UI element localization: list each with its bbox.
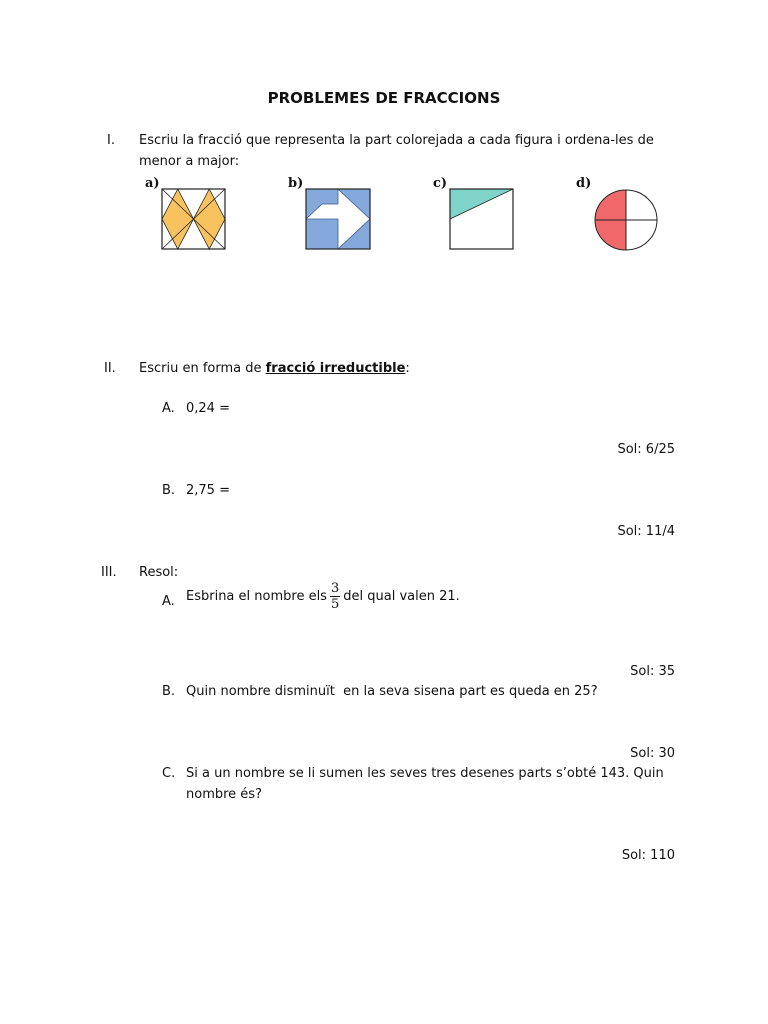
figure-a-shaded-diamond <box>194 189 226 249</box>
section-3-item-a-letter: A. <box>162 594 175 609</box>
figure-c-label: c) <box>433 176 448 191</box>
section-3-item-c-letter: C. <box>162 766 176 781</box>
section-3-item-b-solution: Sol: 30 <box>630 746 675 761</box>
figure-b-diagram <box>306 189 370 249</box>
section-2-item-a-letter: A. <box>162 401 175 416</box>
section-2-item-a-solution: Sol: 6/25 <box>617 442 675 457</box>
fraction-numerator: 3 <box>330 581 340 596</box>
section-3-heading: Resol: <box>139 565 179 580</box>
section-3-item-c-solution: Sol: 110 <box>621 848 675 863</box>
section-3-item-a-text-after: del qual valen 21. <box>343 589 460 604</box>
figure-a-diagram <box>162 189 225 249</box>
figure-a-shaded-diamond <box>162 189 194 249</box>
fraction-denominator: 5 <box>330 597 340 612</box>
section-2-heading <box>139 361 410 376</box>
section-3-item-b-letter: B. <box>162 684 176 699</box>
figure-d-diagram <box>594 189 658 251</box>
section-1-numeral: I. <box>107 133 115 148</box>
section-2-item-a-text: 0,24 = <box>186 401 230 416</box>
section-3-numeral: III. <box>101 565 117 580</box>
section-1-text-line2: menor a major: <box>139 154 240 169</box>
page-title: PROBLEMES DE FRACCIONS <box>267 89 501 107</box>
figure-b-label: b) <box>288 176 304 191</box>
section-2-emphasis: fracció irreductible <box>265 361 406 376</box>
section-3-item-c-text-line1: Si a un nombre se li sumen les seves tres desenes parts s’obté 143. Quin <box>186 766 664 781</box>
section-1-text-line1: Escriu la fracció que representa la part colorejada a cada figura i ordena-les de <box>139 133 654 148</box>
section-2-numeral: II. <box>104 361 116 376</box>
section-3-item-a-text-before: Esbrina el nombre els <box>186 589 327 604</box>
section-3-item-b-text: Quin nombre disminuït en la seva sisena part es queda en 25? <box>186 684 598 699</box>
section-2-item-b-text: 2,75 = <box>186 483 230 498</box>
section-3-item-a-text <box>186 581 460 612</box>
section-3-item-a-solution: Sol: 35 <box>630 664 675 679</box>
section-2-text-before: Escriu en forma de <box>139 361 266 376</box>
section-3-item-c-text-line2: nombre és? <box>186 787 262 802</box>
section-2-item-b-solution: Sol: 11/4 <box>617 524 675 539</box>
section-2-text-after: : <box>405 361 410 376</box>
fraction <box>330 581 340 612</box>
figure-a-label: a) <box>145 176 160 191</box>
figure-c-diagram <box>450 189 513 249</box>
section-2-item-b-letter: B. <box>162 483 176 498</box>
figure-d-label: d) <box>576 176 592 191</box>
